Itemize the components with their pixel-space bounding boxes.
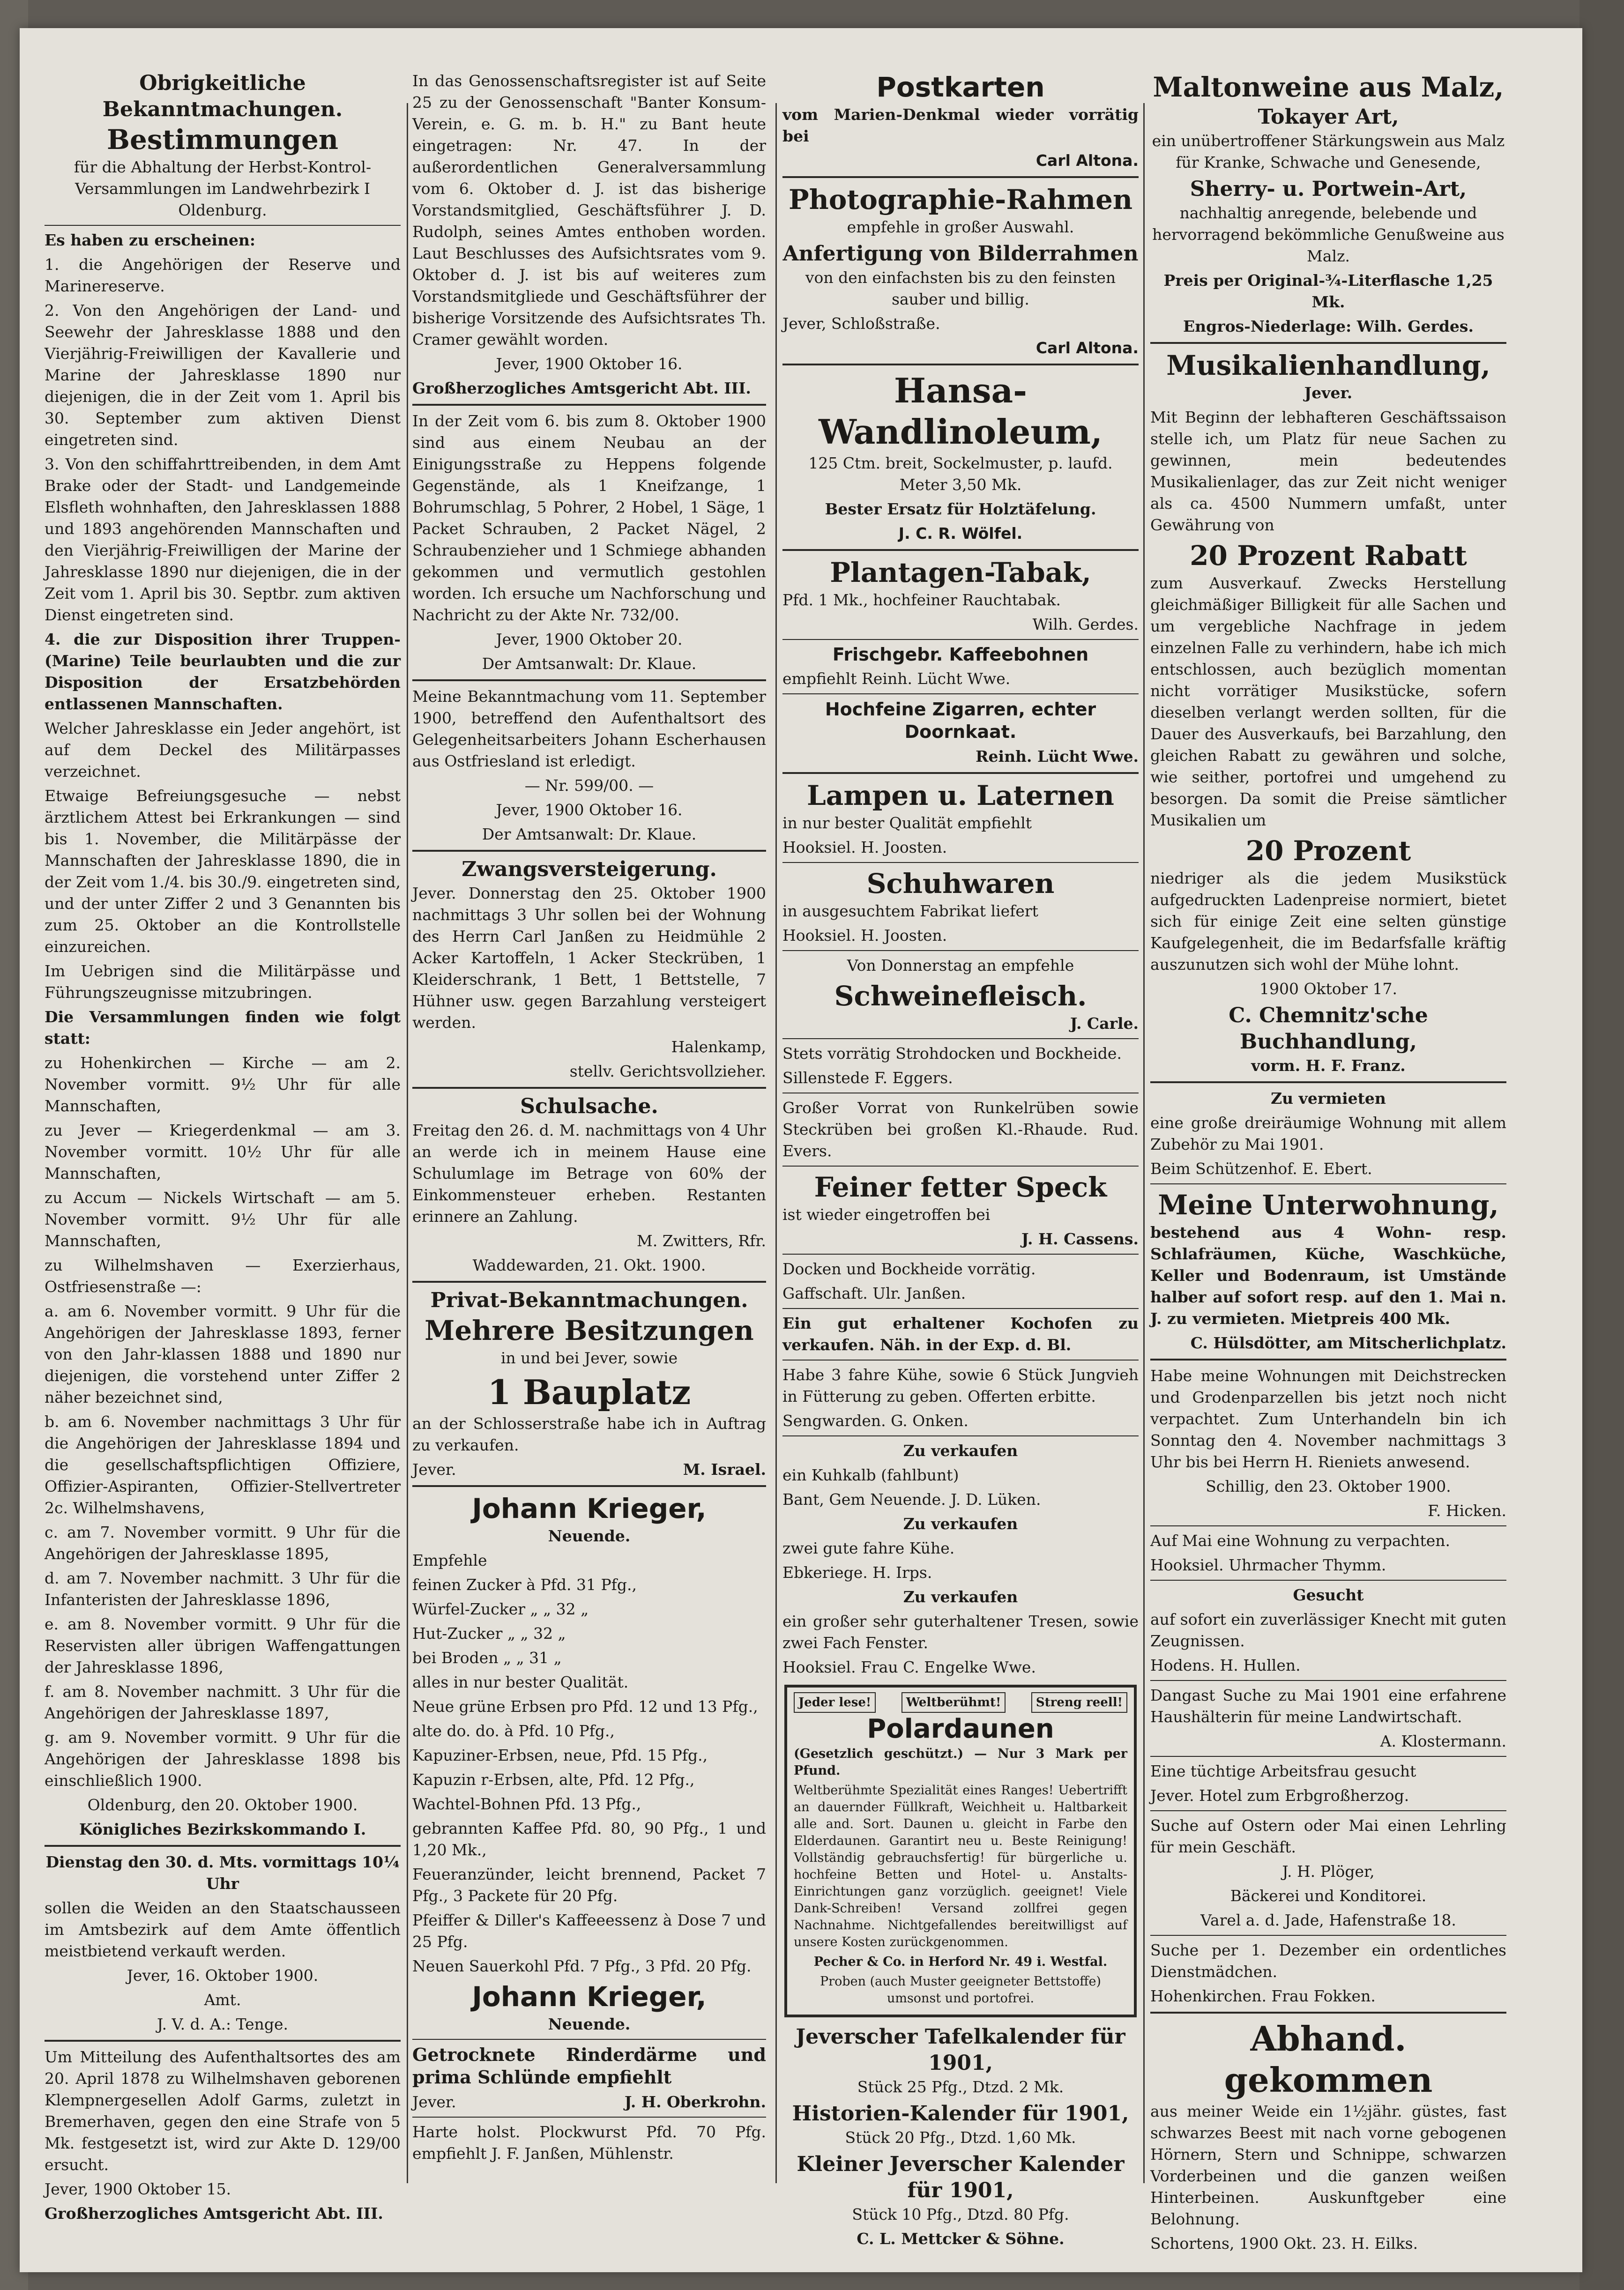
malton-text: ein unübertroffener Stärkungswein aus Malz für Kranke, Schwache und Genesende, <box>1152 132 1505 171</box>
theft-notice-text: In der Zeit vom 6. bis zum 8. Oktober 1900 sind aus einem Neubau an der Einigungsstraße zu Heppens folgende Gegenstände, als 1 Kneifzange, 1 Bohrumschlag, 5 Pohrer, 2 Hobel, 1 Säge, 1 Packet Schrauben, 2 Packet Nägel, 2 Schraubenzieher und 1 Schmiege abhanden gekommen und vermutlich gestohlen worden. Ich ersuche um Nachforschung und Nachricht zu der Akte Nr. 732/00. <box>412 412 766 624</box>
linoleum-text: 125 Ctm. breit, Sockelmuster, p. laufd. Meter 3,50 Mk. <box>808 454 1113 494</box>
shoes-text: in ausgesuchtem Fabrikat liefert <box>782 902 1038 920</box>
search-notice-date: Jever, 1900 Oktober 15. <box>45 2180 231 2198</box>
straw-text: Stets vorrätig Strohdocken und Bockheide. <box>782 1044 1122 1063</box>
search-notice-text: Um Mitteilung des Aufenthaltsortes des am 20. April 1878 zu Wilhelmshaven geborenen Klempnergesellen Adolf Garms, zuletzt in Bremerhaven, gegen den eine Strafe von 5 Mk. festgesetzt ist, wird zur Akte D. 129/00 ersucht. <box>45 2048 401 2174</box>
apprentice-business: Bäckerei und Konditorei. <box>1230 1887 1427 1905</box>
krieger-ad-line: Neuen Sauerkohl Pfd. 7 Pfg., 3 Pfd. 20 Pfg. <box>412 1957 752 1975</box>
music-shop-date: 1900 Oktober 17. <box>1259 980 1398 998</box>
apprentice-address: Varel a. d. Jade, Hafenstraße 18. <box>1200 1911 1456 1929</box>
linoleum-seller: J. C. R. Wölfel. <box>898 524 1023 543</box>
notice-paragraph: zu Accum — Nickels Wirtschaft — am 5. November vormitt. 9½ Uhr für alle Mannschaften, <box>45 1189 401 1250</box>
krieger-ad-line: Pfeiffer & Diller's Kaffeeessenz à Dose 7 und 25 Pfg. <box>412 1911 766 1951</box>
krieger-ad-place: Neuende. <box>548 1527 631 1545</box>
linoleum-heading: Wandlinoleum, <box>819 412 1103 452</box>
apartment-signature: C. Hülsdötter, am Mitscherlichplatz. <box>1190 1334 1506 1352</box>
notice-paragraph: Die Versammlungen finden wie folgt statt: <box>45 1008 401 1048</box>
counter-text: ein großer sehr guterhaltener Tresen, sowie zwei Fach Fenster. <box>782 1612 1139 1652</box>
beets-text: Großer Vorrat von Runkelrüben sowie Steckrüben bei großen Kl.-Rhaude. Rud. Evers. <box>782 1099 1139 1160</box>
notice-signature: Königliches Bezirkskommando I. <box>79 1820 366 1838</box>
notice-paragraph: Etwaige Befreiungsgesuche — nebst ärztlichem Attest bei Erkrankungen — sind bis 1. November, die Militärpässe der Mannschaften der Jahresklasse 1890, die in der Zeit vom 1./4. bis 30./9. eingetreten sind, und der unter Ziffer 2 und 3 Genannten bis zum 25. Oktober an die Kontrollstelle einzureichen. <box>45 787 401 956</box>
calf-text: ein Kuhkalb (fahlbunt) <box>782 1466 959 1484</box>
column-official-notices <box>45 70 401 2223</box>
percent-heading: 20 Prozent <box>1245 835 1411 867</box>
krieger-ad-line: Würfel-Zucker „ „ 32 „ <box>412 1600 589 1618</box>
registry-text: In das Genossenschaftsregister ist auf Seite 25 zu der Genossenschaft "Banter Konsum-Verein, e. G. m. b. H." zu Bant heute eingetragen: Nr. 47. In der außerordentlichen Generalversammlung vom 6. Oktober d. J. ist das bisherige Vorstandsmitglied, Geschäftsführer J. D. Rudolph, seines Amtes enthoben worden. Laut Beschlusses des Aufsichtsrates vom 9. Oktober d. J. ist bis auf weiteres zum Vorstandsmitgliede und Geschäftsführer der bisherige Vorsitzende des Aufsichtsrates Th. Cramer gewählt worden. <box>412 72 766 349</box>
frame-making-heading: Anfertigung von Bilderrahmen <box>782 242 1139 266</box>
frame-making-address: Jever, Schloßstraße. <box>782 314 940 333</box>
thymm-text: Auf Mai eine Wohnung zu verpachten. <box>1150 1532 1450 1550</box>
recall-date: Jever, 1900 Oktober 16. <box>496 801 683 819</box>
notice-paragraph: f. am 8. November nachmitt. 3 Uhr für die Angehörigen der Jahresklasse 1897, <box>45 1682 401 1722</box>
krieger-ad-line: Kapuzin r-Erbsen, alte, Pfd. 12 Pfg., <box>412 1770 695 1789</box>
pork-seller: J. Carle. <box>1070 1014 1139 1033</box>
bacon-seller: J. H. Cassens. <box>1021 1230 1139 1248</box>
bacon-heading: Feiner fetter Speck <box>814 1171 1107 1203</box>
krieger-ad-line: Kapuziner-Erbsen, neue, Pfd. 15 Pfg., <box>412 1746 708 1764</box>
wanted-heading: Gesucht <box>1293 1586 1364 1604</box>
straw-seller: Sillenstede F. Eggers. <box>782 1069 953 1087</box>
calendar-heading: Historien-Kalender für 1901, <box>792 2102 1129 2126</box>
calendar-price: Stück 25 Pfg., Dtzd. 2 Mk. <box>857 2078 1064 2096</box>
recall-number: — Nr. 599/00. — <box>524 776 654 795</box>
krieger-ad-line: gebrannten Kaffee Pfd. 80, 90 Pfg., 1 und 1,20 Mk., <box>412 1819 766 1859</box>
apprentice-text: Suche auf Ostern oder Mai einen Lehrling für mein Geschäft. <box>1150 1816 1506 1856</box>
cows-text: Habe 3 fahre Kühe, sowie 6 Stück Jungvieh in Fütterung zu geben. Offerten erbitte. <box>782 1366 1139 1405</box>
krieger-ad-line: Empfehle <box>412 1551 487 1569</box>
pork-pre: Von Donnerstag an empfehle <box>847 956 1074 974</box>
notice-paragraph: zu Jever — Kriegerdenkmal — am 3. November vormitt. 10½ Uhr für alle Mannschaften, <box>45 1121 401 1182</box>
stove-ad-text: Ein gut erhaltener Kochofen zu verkaufen. Näh. in der Exp. d. Bl. <box>782 1314 1139 1354</box>
thymm-signature: Hooksiel. Uhrmacher Thymm. <box>1150 1556 1386 1574</box>
photo-frames-text: empfehle in großer Auswahl. <box>847 218 1074 236</box>
notice-date: Oldenburg, den 20. Oktober 1900. <box>87 1796 358 1814</box>
workwoman-signature: Jever. Hotel zum Erbgroßherzog. <box>1150 1786 1409 1805</box>
notice-lead: Es haben zu erscheinen: <box>45 231 256 249</box>
school-notice-signature: M. Zwitters, Rfr. <box>637 1232 766 1250</box>
sherry-heading: Sherry- u. Portwein-Art, <box>1190 177 1467 201</box>
notice-paragraph: 3. Von den schiffahrttreibenden, in dem Amt Brake oder der Stadt- und Landgemeinde Elsfleth wohnhaften, den Jahresklassen 1888 und 1893 angehörenden Mannschaften und den Vierjährig-Freiwilligen der Marine der Jahresklasse 1890 nur diejenigen, die in der Zeit vom 1. April bis 30. Septbr. zum aktiven Dienst eingetreten sind. <box>45 455 401 624</box>
dike-text: Habe meine Wohnungen mit Deichstrecken und Grodenparzellen bis jetzt noch nicht verpachtet. Zum Unterhandeln bin ich Sonntag den 4. November nachmittags 3 Uhr bis bei Herrn H. Rieniets anwesend. <box>1150 1367 1506 1471</box>
properties-heading: Mehrere Besitzungen <box>425 1315 754 1346</box>
calendar-price: Stück 10 Pfg., Dtzd. 80 Pfg. <box>852 2205 1069 2223</box>
music-shop-text: Mit Beginn der lebhafteren Geschäftssaison stelle ich, um Platz für neue Sachen zu gewinnen, mein bedeutendes Musikalienlager, das zur Zeit nicht weniger als ca. 4500 Nummern umfaßt, unter Gewährung von <box>1150 408 1506 534</box>
bookshop-name: C. Chemnitz'sche Buchhandlung, <box>1229 1004 1428 1054</box>
malton-heading: Maltonweine aus Malz, <box>1153 71 1504 103</box>
tobacco-seller: Wilh. Gerdes. <box>1032 615 1139 633</box>
shoes-heading: Schuhwaren <box>866 868 1055 900</box>
oberkrohn-ad-signature: J. H. Oberkrohn. <box>624 2093 766 2111</box>
dike-signature: F. Hicken. <box>1428 1502 1506 1520</box>
cows2-seller: Ebkeriege. H. Irps. <box>782 1563 932 1582</box>
postcards-text: vom Marien-Denkmal wieder vorrätig bei <box>782 105 1139 145</box>
docken-seller: Gaffschaft. Ulr. Janßen. <box>782 1284 966 1302</box>
building-plot-heading: 1 Bauplatz <box>487 1372 691 1412</box>
krieger-ad-line: feinen Zucker à Pfd. 31 Pfg., <box>412 1576 637 1594</box>
postcards-seller: Carl Altona. <box>1035 151 1139 170</box>
polar-tag: Weltberühmt! <box>901 1692 1006 1713</box>
search-notice-signature: Großherzogliches Amtsgericht Abt. III. <box>45 2204 383 2223</box>
cows-seller: Sengwarden. G. Onken. <box>782 1412 968 1430</box>
school-notice-heading: Schulsache. <box>520 1094 658 1118</box>
auction-heading: Dienstag den 30. d. Mts. vormittags 10¼ Uhr <box>45 1853 400 1893</box>
forced-auction-text: Jever. Donnerstag den 25. Oktober 1900 nachmittags 3 Uhr sollen bei der Wohnung des Herrn Carl Janßen zu Heidmühle 2 Acker Kartoffeln, 1 Acker Steckrüben, 1 Kleiderschrank, 1 Bett, 1 Bettstelle, 7 Hühner usw. gegen Barzahlung versteigert werden. <box>412 884 766 1032</box>
hansa-heading: Hansa- <box>894 371 1028 410</box>
wanted-signature: Hodens. H. Hullen. <box>1150 1656 1301 1674</box>
lost-signature: Schortens, 1900 Okt. 23. H. Eilks. <box>1150 2234 1418 2253</box>
bookshop-sub: vorm. H. F. Franz. <box>1251 1056 1406 1075</box>
krieger-ad-line: Wachtel-Bohnen Pfd. 13 Pfg., <box>412 1795 641 1813</box>
calendar-heading: Kleiner Jeverscher Kalender für 1901, <box>797 2152 1125 2202</box>
polardaunen-ad-box <box>784 1685 1137 2017</box>
column-rule <box>775 103 777 2183</box>
cows2-text: zwei gute fahre Kühe. <box>782 1539 955 1557</box>
recall-signature: Der Amtsanwalt: Dr. Klaue. <box>482 825 697 843</box>
music-shop-heading: Musikalienhandlung, <box>1166 349 1490 381</box>
coffee-heading: Frischgebr. Kaffeebohnen <box>832 644 1089 665</box>
shoes-seller: Hooksiel. H. Joosten. <box>782 926 947 944</box>
music-shop-text-2: zum Ausverkauf. Zwecks Herstellung gleichmäßiger Billigkeit für alle Sachen und um vergebliche Nachfrage in jedem einzelnen Falle zu verhindern, habe ich mich entschlossen, auch bezüglich momentan nicht vorrätiger Musikstücke, sofern dieselben verlangt werden sollten, für die Dauer des Ausverkaufs, bei Barzahlung, den gleichen Rabatt zu gewähren und solche, wie seither, portofrei und umgehend zu besorgen. Da somit die Preise sämtlicher Musikalien um <box>1150 574 1506 829</box>
oberkrohn-ad-text: Getrocknete Rinderdärme und prima Schlünde empfiehlt <box>412 2044 766 2088</box>
notice-subtitle: für die Abhaltung der Herbst-Kontrol-Versammlungen im Landwehrbezirk I Oldenburg. <box>74 158 372 219</box>
properties-subtitle: in und bei Jever, sowie <box>500 1349 678 1367</box>
notice-paragraph: e. am 8. November vormitt. 9 Uhr für die Reservisten aller übrigen Waffengattungen der Jahresklasse 1896, <box>45 1615 401 1676</box>
housekeeper-text: Dangast Suche zu Mai 1901 eine erfahrene Haushälterin für meine Landwirtschaft. <box>1150 1686 1506 1726</box>
private-notices-heading: Privat-Bekanntmachungen. <box>430 1288 748 1312</box>
krieger-ad-heading: Johann Krieger, <box>472 1493 707 1524</box>
krieger-ad-place: Neuende. <box>548 2015 631 2033</box>
discount-heading: 20 Prozent Rabatt <box>1190 540 1467 572</box>
linoleum-text-2: Bester Ersatz für Holztäfelung. <box>825 500 1096 518</box>
frame-making-seller: Carl Altona. <box>1035 339 1139 357</box>
krieger-ad-line: alte do. do. à Pfd. 10 Pfg., <box>412 1722 615 1740</box>
building-plot-text: an der Schlosserstraße habe ich in Auftrag zu verkaufen. <box>412 1414 766 1454</box>
music-shop-city: Jever. <box>1304 384 1353 402</box>
school-notice-date: Waddewarden, 21. Okt. 1900. <box>472 1256 706 1274</box>
notice-paragraph: Im Uebrigen sind die Militärpässe und Führungszeugnisse mitzubringen. <box>45 962 401 1002</box>
apartment-heading: Meine Unterwohnung, <box>1158 1189 1499 1221</box>
polar-tag: Jeder lese! <box>794 1692 876 1713</box>
forced-auction-signature: Halenkamp, <box>671 1038 766 1056</box>
coffee-text: empfiehlt Reinh. Lücht Wwe. <box>782 669 1011 688</box>
recall-text: Meine Bekanntmachung vom 11. September 1900, betreffend den Aufenthaltsort des Gelegenheitsarbeiters Johann Escherhausen aus Ostfriesland ist erledigt. <box>412 687 766 770</box>
lamps-seller: Hooksiel. H. Joosten. <box>782 838 947 856</box>
notice-paragraph: c. am 7. November vormitt. 9 Uhr für die Angehörigen der Jahresklasse 1895, <box>45 1523 401 1563</box>
column-advertisements <box>782 70 1139 2248</box>
wanted-text: auf sofort ein zuverlässiger Knecht mit guten Zeugnissen. <box>1150 1610 1506 1650</box>
cows2-heading: Zu verkaufen <box>903 1515 1018 1533</box>
krieger-ad-line: Neue grüne Erbsen pro Pfd. 12 und 13 Pfg., <box>412 1697 758 1716</box>
calendar-price: Stück 20 Pfg., Dtzd. 1,60 Mk. <box>845 2128 1076 2147</box>
auction-text: sollen die Weiden an den Staatschausseen im Amtsbezirk auf dem Amte öffentlich meistbietend verkauft werden. <box>45 1899 401 1960</box>
rent-heading: Zu vermieten <box>1271 1089 1386 1108</box>
column-advertisements-2 <box>1150 70 1506 2253</box>
registry-signature: Großherzogliches Amtsgericht Abt. III. <box>412 379 751 397</box>
cigars-heading: Hochfeine Zigarren, echter Doornkaat. <box>825 699 1096 742</box>
calf-seller: Bant, Gem Neuende. J. D. Lüken. <box>782 1490 1041 1509</box>
maid-text: Suche per 1. Dezember ein ordentliches Dienstmädchen. <box>1150 1941 1506 1981</box>
polar-text: Weltberühmte Spezialität eines Ranges! Uebertrifft an dauernder Füllkraft, Weichheit u. Haltbarkeit alle and. Sort. Daunen u. gleicht in Farbe den Elderdaunen. Garantirt neu u. Beste Reinigung! Vollständig gebrauchsfertig! für bürgerliche u. hochfeine Betten und Hotel- u. Anstalts-Einrichtungen ganz vorzüglich. geeignet! Viele Dank-Schreiben! Versand zollfrei gegen Nachnahme. Nichtgefallendes bereitwilligst auf unsere Kosten zurückgenommen. <box>794 1783 1127 1949</box>
forced-auction-heading: Zwangsversteigerung. <box>462 857 717 881</box>
column-registry-and-ads <box>412 70 766 2188</box>
auction-office: Amt. <box>204 1991 241 2009</box>
krieger-ad-line: Hut-Zucker „ „ 32 „ <box>412 1624 566 1643</box>
docken-text: Docken und Bockheide vorrätig. <box>782 1260 1036 1278</box>
calendar-seller: C. L. Mettcker & Söhne. <box>857 2230 1065 2248</box>
section-header: Obrigkeitliche Bekanntmachungen. <box>102 71 343 121</box>
notice-paragraph: 4. die zur Disposition ihrer Truppen- (Marine) Teile beurlaubten und die zur Disposition der Ersatzbehörden entlassenen Mannschaften. <box>45 630 401 713</box>
malton-price: Preis per Original-¾-Literflasche 1,25 Mk. <box>1163 271 1493 311</box>
notice-title: Bestimmungen <box>106 124 339 156</box>
registry-date: Jever, 1900 Oktober 16. <box>496 355 683 373</box>
polar-tag: Streng reell! <box>1031 1692 1127 1713</box>
maid-signature: Hohenkirchen. Frau Fokken. <box>1150 1987 1376 2005</box>
oberkrohn-ad-place: Jever. <box>412 2093 456 2111</box>
counter-heading: Zu verkaufen <box>903 1588 1018 1606</box>
polar-samples: Proben (auch Muster geeigneter Bettstoffe) umsonst und portofrei. <box>820 1974 1101 2006</box>
auction-signature: J. V. d. A.: Tenge. <box>156 2015 289 2033</box>
polar-firm: Pecher & Co. in Herford Nr. 49 i. Westfal. <box>813 1955 1108 1969</box>
rent-text: eine große dreiräumige Wohnung mit allem Zubehör zu Mai 1901. <box>1150 1114 1506 1153</box>
housekeeper-signature: A. Klostermann. <box>1380 1732 1506 1750</box>
krieger-ad-line: alles in nur bester Qualität. <box>412 1673 629 1691</box>
bacon-text: ist wieder eingetroffen bei <box>782 1205 991 1224</box>
building-plot-signature: M. Israel. <box>683 1460 766 1479</box>
cigars-seller: Reinh. Lücht Wwe. <box>976 747 1139 766</box>
pork-heading: Schweinefleisch. <box>834 980 1087 1012</box>
apartment-text: bestehend aus 4 Wohn- resp. Schlafräumen, Küche, Waschküche, Keller und Bodenraum, ist Umstände halber auf sofort resp. auf den 1. Mai n. J. zu vermieten. Mietpreis 400 Mk. <box>1150 1223 1506 1328</box>
photo-frames-heading: Photographie-Rahmen <box>788 184 1133 216</box>
theft-notice-signature: Der Amtsanwalt: Dr. Klaue. <box>482 654 697 673</box>
notice-paragraph: d. am 7. November nachmitt. 3 Uhr für die Infanteristen der Jahresklasse 1896, <box>45 1569 401 1609</box>
malton-wholesale: Engros-Niederlage: Wilh. Gerdes. <box>1183 317 1474 335</box>
sherry-text: nachhaltig anregende, belebende und hervorragend bekömmliche Genußweine aus Malz. <box>1152 204 1505 265</box>
notice-paragraph: zu Wilhelmshaven — Exerzierhaus, Ostfriesenstraße —: <box>45 1256 401 1296</box>
apprentice-signature: J. H. Plöger, <box>1282 1862 1375 1881</box>
column-rule <box>1143 103 1145 2183</box>
forced-auction-title: stellv. Gerichtsvollzieher. <box>569 1062 766 1080</box>
notice-paragraph: Welcher Jahresklasse ein Jeder angehört, ist auf dem Deckel des Militärpasses verzeichnet. <box>45 719 401 781</box>
janssen-ad-text: Harte holst. Plockwurst Pfd. 70 Pfg. empfiehlt J. F. Janßen, Mühlenstr. <box>412 2123 766 2163</box>
polar-heading: Polardaunen <box>867 1714 1054 1744</box>
krieger-ad-line: bei Broden „ „ 31 „ <box>412 1649 562 1667</box>
building-plot-place: Jever. <box>412 1460 456 1479</box>
notice-paragraph: 2. Von den Angehörigen der Land- und Seewehr der Jahresklasse 1888 und den Vierjährig-Freiwilligen der Kavallerie und Marine der Jahresklasse 1890 nur diejenigen, die in der Zeit vom 1. April bis 30. September zum aktiven Dienst eingetreten sind. <box>45 301 401 449</box>
notice-paragraph: b. am 6. November nachmittags 3 Uhr für die Angehörigen der Jahresklasse 1894 und die gesellschaftspflichtigen Offiziere, Offizier-Aspiranten, Offizier-Stellvertreter 2c. Wilhelmshavens, <box>45 1413 401 1517</box>
lost-text: aus meiner Weide ein 1½jähr. güstes, fast schwarzes Beest mit nach vorne gebogenen Hörnern, Stern und Schnippe, schwarzen Vorderbeinen und die ganzen weißen Hinterbeinen. Auskunftgeber eine Belohnung. <box>1150 2102 1506 2228</box>
postcards-heading: Postkarten <box>876 71 1045 103</box>
rent-signature: Beim Schützenhof. E. Ebert. <box>1150 1160 1372 1178</box>
lost-heading: Abhand. gekommen <box>1224 2019 1433 2100</box>
notice-paragraph: a. am 6. November vormitt. 9 Uhr für die Angehörigen der Jahresklasse 1893, ferner von den Jahr-klassen 1888 und 1890 nur diejenigen, die vorstehend unter Ziffer 2 näher bezeichnet sind, <box>45 1302 401 1406</box>
notice-paragraph: g. am 9. November vormitt. 9 Uhr für die Angehörigen der Jahresklasse 1898 bis einschließlich 1900. <box>45 1728 401 1790</box>
theft-notice-date: Jever, 1900 Oktober 20. <box>496 630 683 648</box>
page-edge-shadow <box>1579 0 1624 2290</box>
tokayer-heading: Tokayer Art, <box>1258 105 1399 129</box>
music-shop-text-3: niedriger als die jedem Musikstück aufgedruckten Ladenpreise normiert, bietet sich für einige Zeit eine selten günstige Kaufgelegenheit, die im Bedarfsfalle kräftig auszunutzen sich wohl der Mühe lohnt. <box>1150 869 1506 974</box>
column-rule <box>407 103 408 2183</box>
tobacco-text: Pfd. 1 Mk., hochfeiner Rauchtabak. <box>782 591 1061 609</box>
krieger-ad-heading: Johann Krieger, <box>472 1981 707 2013</box>
school-notice-text: Freitag den 26. d. M. nachmittags von 4 Uhr an werde ich in meinem Hause eine Schulumlage im Betrage von 60% der Einkommensteuer erheben. Restanten erinnere an Zahlung. <box>412 1121 766 1226</box>
frame-making-text: von den einfachsten bis zu den feinsten sauber und billig. <box>805 268 1116 308</box>
polar-price: (Gesetzlich geschützt.) — Nur 3 Mark per Pfund. <box>794 1747 1127 1778</box>
notice-paragraph: 1. die Angehörigen der Reserve und Marinereserve. <box>45 255 401 295</box>
auction-date: Jever, 16. Oktober 1900. <box>127 1966 319 1985</box>
dike-date: Schillig, den 23. Oktober 1900. <box>1206 1477 1451 1495</box>
lamps-heading: Lampen u. Laternen <box>807 780 1114 811</box>
workwoman-text: Eine tüchtige Arbeitsfrau gesucht <box>1150 1762 1416 1780</box>
tobacco-heading: Plantagen-Tabak, <box>830 557 1091 588</box>
notice-paragraph: zu Hohenkirchen — Kirche — am 2. November vormitt. 9½ Uhr für alle Mannschaften, <box>45 1054 401 1115</box>
counter-seller: Hooksiel. Frau C. Engelke Wwe. <box>782 1658 1036 1676</box>
calendar-heading: Jeverscher Tafelkalender für 1901, <box>796 2025 1125 2075</box>
krieger-ad-line: Feueranzünder, leicht brennend, Packet 7 Pfg., 3 Packete für 20 Pfg. <box>412 1865 766 1905</box>
calf-heading: Zu verkaufen <box>903 1442 1018 1460</box>
lamps-text: in nur bester Qualität empfiehlt <box>782 814 1032 832</box>
